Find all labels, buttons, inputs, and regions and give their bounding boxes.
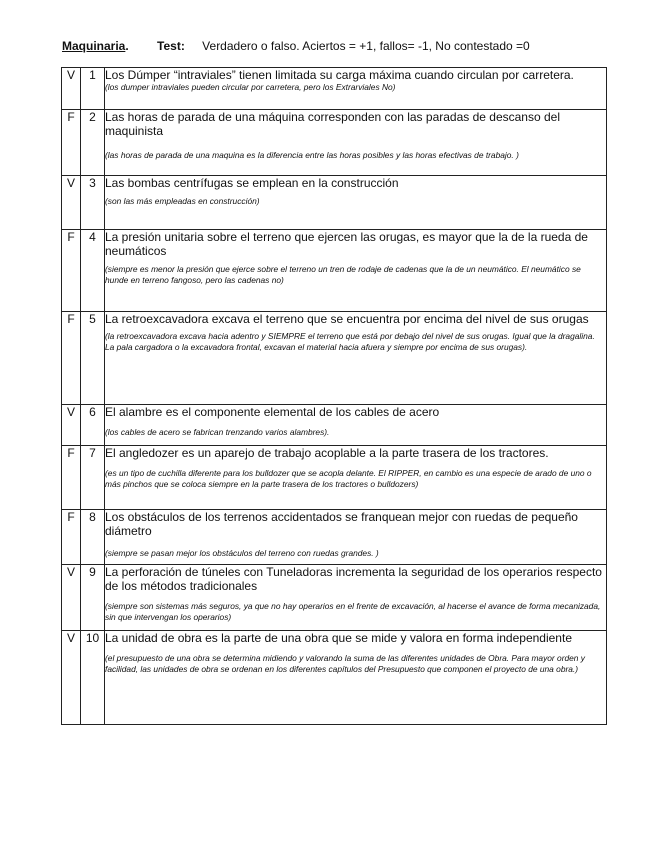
question-explanation: (siempre es menor la presión que ejerce sobre el terreno un tren de rodaje de cadenas que la de un neumático. El neumático se hunde en terreno fangoso, pero las cadenas no): [105, 264, 581, 285]
question-body: [105, 312, 607, 405]
question-explanation: (siempre son sistemas más seguros, ya que no hay operarios en el frente de excavación, al hacerse el avance de forma mecanizada, sin que intervengan los operarios): [105, 601, 601, 622]
answer-cell: V: [62, 68, 81, 110]
question-number: 8: [81, 510, 105, 565]
question-body: [105, 68, 607, 110]
question-statement: El alambre es el componente elemental de los cables de acero: [105, 405, 440, 419]
answer-cell: F: [62, 312, 81, 405]
answer-cell: V: [62, 631, 81, 725]
question-body: [105, 510, 607, 565]
question-explanation: (las horas de parada de una maquina es la diferencia entre las horas posibles y las horas efectivas de trabajo. ): [105, 150, 519, 160]
question-row: [62, 405, 607, 446]
answer-cell: F: [62, 110, 81, 176]
question-row: [62, 68, 607, 110]
question-statement: La unidad de obra es la parte de una obra que se mide y valora en forma independiente: [105, 631, 572, 645]
question-explanation: (el presupuesto de una obra se determina midiendo y valorando la suma de las diferentes unidades de Obra. Para mayor orden y facilidad, las unidades de obra se ordenan en los diferentes capítulos del Presupuesto que componen el proyecto de una obra.): [105, 653, 585, 674]
answer-cell: V: [62, 565, 81, 631]
question-statement: El angledozer es un aparejo de trabajo acoplable a la parte trasera de los tractores.: [105, 446, 549, 460]
question-body: [105, 230, 607, 312]
answer-cell: F: [62, 510, 81, 565]
question-body: [105, 176, 607, 230]
question-number: 6: [81, 405, 105, 446]
answer-cell: V: [62, 176, 81, 230]
question-row: [62, 631, 607, 725]
question-number: 3: [81, 176, 105, 230]
question-body: [105, 631, 607, 725]
question-row: [62, 510, 607, 565]
question-number: 2: [81, 110, 105, 176]
quiz-table: [61, 67, 607, 725]
question-number: 7: [81, 446, 105, 510]
question-number: 9: [81, 565, 105, 631]
question-explanation: (la retroexcavadora excava hacia adentro y SIEMPRE el terreno que está por debajo del nivel de sus orugas. Igual que la dragalina. La pala cargadora o la excavadora frontal, excavan el material hacia afuera y siempre por encima de sus orugas).: [105, 331, 595, 352]
page-header: [62, 39, 530, 53]
question-number: 5: [81, 312, 105, 405]
question-explanation: (siempre se pasan mejor los obstáculos del terreno con ruedas grandes. ): [105, 548, 379, 558]
question-explanation: (son las más empleadas en construcción): [105, 196, 260, 206]
question-number: 1: [81, 68, 105, 110]
answer-cell: F: [62, 230, 81, 312]
question-statement: Las bombas centrífugas se emplean en la construcción: [105, 176, 399, 190]
question-body: [105, 405, 607, 446]
question-explanation: (los cables de acero se fabrican trenzando varios alambres).: [105, 427, 330, 437]
question-row: [62, 565, 607, 631]
question-row: [62, 312, 607, 405]
question-number: 10: [81, 631, 105, 725]
question-body: [105, 446, 607, 510]
question-row: [62, 446, 607, 510]
question-statement: Los Dúmper “intraviales” tienen limitada su carga máxima cuando circulan por carretera.: [105, 68, 574, 82]
subject-title: Maquinaria: [62, 39, 126, 53]
question-statement: La perforación de túneles con Tuneladoras incrementa la seguridad de los operarios respecto de los métodos tradicionales: [105, 565, 602, 593]
question-statement: La retroexcavadora excava el terreno que se encuentra por encima del nivel de sus orugas: [105, 312, 589, 326]
question-explanation: (los dumper intraviales pueden circular por carretera, pero los Extrarviales No): [105, 82, 396, 92]
test-label: Test:: [157, 39, 185, 53]
question-body: [105, 110, 607, 176]
question-statement: La presión unitaria sobre el terreno que ejercen las orugas, es mayor que la de la rueda de neumáticos: [105, 230, 588, 258]
answer-cell: F: [62, 446, 81, 510]
answer-cell: V: [62, 405, 81, 446]
question-row: [62, 230, 607, 312]
question-statement: Las horas de parada de una máquina corresponden con las paradas de descanso del maquinista: [105, 110, 560, 138]
subject-dot: .: [125, 39, 129, 53]
question-explanation: (es un tipo de cuchilla diferente para los bulldozer que se acopla delante. El RIPPER, en cambio es una especie de arado de uno o más pinchos que se coloca siempre en la parte trasera de los tractores o bulldozers): [105, 468, 592, 489]
question-statement: Los obstáculos de los terrenos accidentados se franquean mejor con ruedas de pequeño diámetro: [105, 510, 578, 538]
question-row: [62, 110, 607, 176]
question-row: [62, 176, 607, 230]
scoring-rules: Verdadero o falso. Aciertos = +1, fallos= -1, No contestado =0: [202, 39, 530, 53]
question-number: 4: [81, 230, 105, 312]
question-body: [105, 565, 607, 631]
